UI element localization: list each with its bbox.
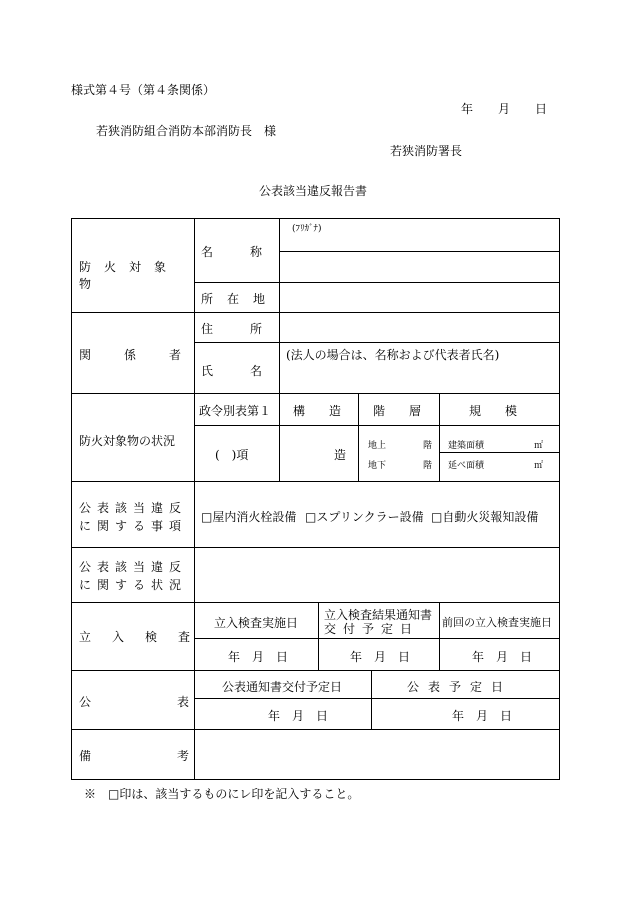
violation-status-label-2: に関する状況	[79, 578, 188, 592]
category-value: ( )項	[215, 448, 249, 462]
publication-date-value: 年 月 日	[452, 709, 513, 723]
parties-section-label: 関係者	[79, 348, 215, 362]
target-section-label	[79, 258, 187, 292]
addressee: 若狭消防組合消防本部消防長 様	[96, 124, 277, 138]
remarks-section-label: 備考	[79, 749, 276, 763]
inspection-date-value: 年 月 日	[228, 650, 289, 664]
structure-header: 構造	[293, 404, 366, 418]
structure-value: 造	[334, 448, 347, 462]
publication-section-label: 公表	[79, 695, 276, 709]
date-year-label: 年	[461, 102, 474, 116]
target-label-text: 防火対象物	[79, 260, 180, 291]
parties-name-note: (法人の場合は、名称および代表者氏名)	[286, 348, 500, 362]
checkbox-fire-alarm[interactable]: □自動火災報知設備	[431, 510, 539, 524]
total-floor-area-label: 延べ面積	[448, 461, 485, 471]
violation-status-label-1: 公表該当違反	[79, 560, 188, 574]
violation-items-label-2: に関する事項	[79, 519, 188, 533]
above-ground-label: 地上	[368, 441, 387, 451]
total-floor-area-unit: ㎡	[534, 461, 544, 471]
checkbox-indoor-hydrant[interactable]: □屋内消火栓設備	[201, 510, 297, 524]
previous-inspection-date-value: 年 月 日	[472, 650, 533, 664]
building-area-unit: ㎡	[534, 441, 544, 451]
category-header: 政令別表第１	[199, 404, 272, 418]
result-notice-date-value: 年 月 日	[350, 650, 411, 664]
document-title: 公表該当違反報告書	[259, 184, 368, 198]
result-notice-header-1: 立入検査結果通知書	[324, 608, 433, 622]
parties-name-label: 氏名	[201, 364, 300, 378]
form-number: 様式第４号（第４条関係）	[71, 83, 216, 97]
publication-notice-header: 公表通知書交付予定日	[222, 680, 343, 694]
inspection-date-header: 立入検査実施日	[214, 616, 299, 630]
publication-notice-date-value: 年 月 日	[268, 709, 329, 723]
furigana-label: (ﾌﾘｶﾞﾅ)	[292, 224, 322, 234]
date-day-label: 日	[535, 102, 548, 116]
publication-date-header: 公表予定日	[407, 680, 513, 694]
status-section-label: 防火対象物の状況	[79, 434, 176, 448]
sender: 若狭消防署長	[390, 144, 463, 158]
scale-header: 規模	[469, 404, 542, 418]
building-area-label: 建築面積	[448, 441, 485, 451]
footnote: ※ □印は、該当するものにレ印を記入すること。	[84, 787, 360, 801]
inspection-section-label: 立入検査	[79, 630, 212, 644]
parties-address-label: 住所	[201, 322, 300, 336]
violation-items-label-1: 公表該当違反	[79, 501, 188, 515]
target-address-label: 所在地	[201, 292, 280, 306]
floor-unit-above: 階	[423, 441, 433, 451]
previous-inspection-header: 前回の立入検査実施日	[442, 616, 552, 629]
floor-unit-below: 階	[423, 461, 433, 471]
floors-header: 階層	[373, 404, 446, 418]
date-month-label: 月	[498, 102, 511, 116]
target-name-label: 名称	[201, 245, 300, 259]
below-ground-label: 地下	[368, 461, 387, 471]
checkbox-sprinkler[interactable]: □スプリンクラー設備	[305, 510, 424, 524]
result-notice-header-2: 交付予定日	[324, 622, 420, 636]
